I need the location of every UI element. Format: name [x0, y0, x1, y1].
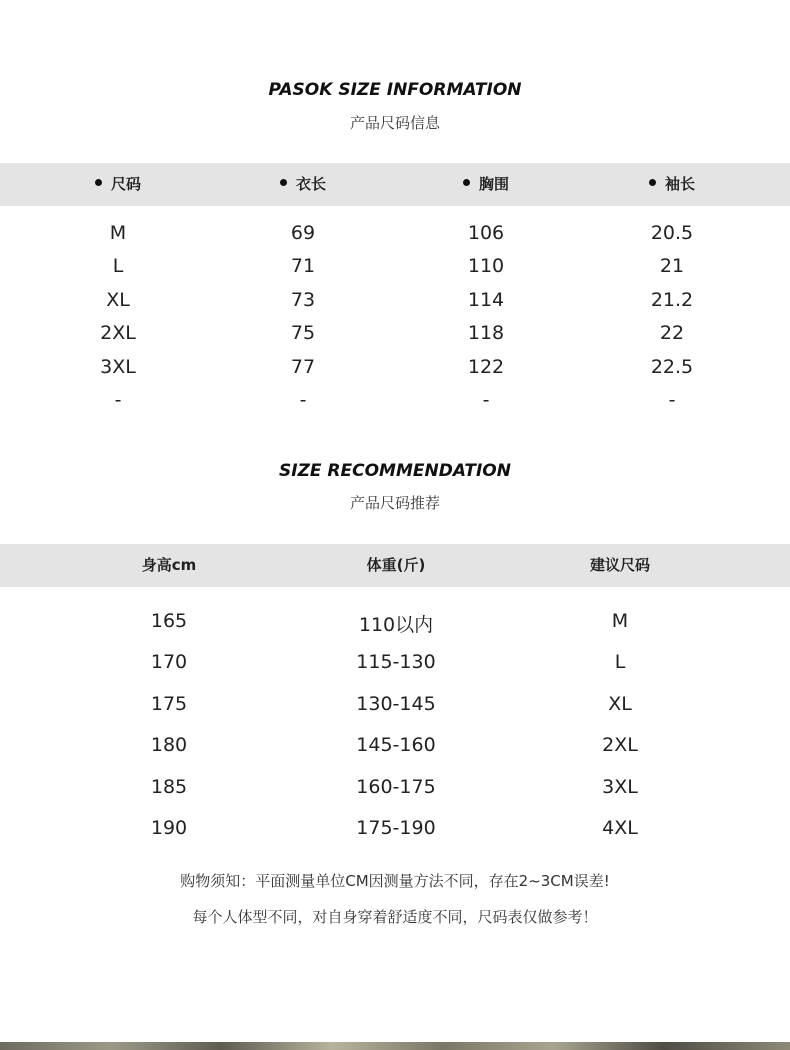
size-info-cell-chest: 110: [467, 255, 505, 278]
size-info-subtitle: 产品尺码信息: [349, 114, 440, 132]
recommendation-subtitle: 产品尺码推荐: [349, 494, 440, 512]
recommendation-cell-weight: 175-190: [356, 817, 436, 839]
size-info-cell-chest: 114: [467, 288, 505, 311]
recommendation-cell-height: 165: [150, 610, 188, 632]
size-info-cell-size: 3XL: [100, 355, 136, 378]
size-info-header-size: [58, 163, 178, 206]
recommendation-cell-size: 3XL: [602, 775, 638, 798]
size-info-cell-size: XL: [106, 288, 130, 311]
size-info-cell-chest: 106: [467, 222, 505, 244]
recommendation-header-row: [0, 544, 790, 587]
size-info-cell-sleeve: 22.5: [650, 355, 694, 378]
size-info-title: PASOK SIZE INFORMATION: [268, 80, 522, 100]
size-info-cell-length: -: [299, 389, 307, 411]
shopping-note-line-1: 购物须知：平面测量单位CM因测量方法不同，存在2~3CM误差!: [180, 872, 610, 890]
product-photo-strip: [0, 1042, 790, 1050]
recommendation-cell-size: M: [611, 610, 629, 632]
recommendation-cell-weight: 115-130: [356, 651, 436, 674]
recommendation-header-weight: 体重(斤): [366, 556, 426, 574]
bullet-icon: [649, 179, 656, 186]
recommendation-title: SIZE RECOMMENDATION: [279, 461, 511, 481]
size-info-header-chest: [426, 163, 546, 206]
size-info-header-sleeve: [612, 163, 732, 206]
bullet-icon: [95, 179, 102, 186]
shopping-note-line-2: 每个人体型不同，对自身穿着舒适度不同，尺码表仅做参考！: [192, 908, 598, 926]
header-label: 胸围: [478, 175, 509, 193]
recommendation-cell-height: 175: [150, 692, 188, 715]
bullet-icon: [463, 179, 470, 186]
size-info-cell-length: 73: [290, 288, 316, 311]
size-info-cell-sleeve: 21: [659, 255, 685, 278]
recommendation-cell-size: 2XL: [602, 734, 638, 757]
recommendation-cell-weight: 145-160: [356, 734, 436, 757]
header-label: 衣长: [295, 175, 326, 193]
size-info-cell-size: L: [112, 255, 124, 278]
recommendation-cell-height: 180: [150, 734, 188, 757]
size-info-cell-length: 71: [290, 255, 316, 278]
recommendation-cell-weight: 130-145: [356, 692, 436, 715]
bullet-icon: [280, 179, 287, 186]
recommendation-cell-size: L: [614, 651, 626, 674]
recommendation-cell-size: 4XL: [602, 817, 638, 839]
recommendation-cell-weight: 110以内: [358, 614, 434, 636]
size-info-header-row: [0, 163, 790, 206]
recommendation-cell-height: 170: [150, 651, 188, 674]
recommendation-header-height: 身高cm: [141, 556, 197, 574]
recommendation-header-size: 建议尺码: [589, 556, 650, 574]
size-info-cell-size: M: [109, 222, 127, 244]
size-info-cell-size: -: [114, 389, 122, 411]
size-info-cell-size: 2XL: [100, 322, 136, 345]
size-info-cell-length: 75: [290, 322, 316, 345]
recommendation-cell-height: 185: [150, 775, 188, 798]
header-label: 袖长: [664, 175, 695, 193]
size-info-cell-sleeve: 21.2: [650, 288, 694, 311]
size-info-header-length: [243, 163, 363, 206]
recommendation-cell-height: 190: [150, 817, 188, 839]
size-info-cell-sleeve: -: [668, 389, 676, 411]
size-info-cell-length: 77: [290, 355, 316, 378]
size-info-cell-chest: 118: [467, 322, 505, 345]
header-label: 尺码: [110, 175, 141, 193]
size-info-cell-length: 69: [290, 222, 316, 244]
size-info-cell-chest: -: [482, 389, 490, 411]
size-info-cell-sleeve: 22: [659, 322, 685, 345]
recommendation-cell-size: XL: [608, 692, 632, 715]
size-info-cell-sleeve: 20.5: [650, 222, 694, 244]
size-info-cell-chest: 122: [467, 355, 505, 378]
recommendation-cell-weight: 160-175: [356, 775, 436, 798]
